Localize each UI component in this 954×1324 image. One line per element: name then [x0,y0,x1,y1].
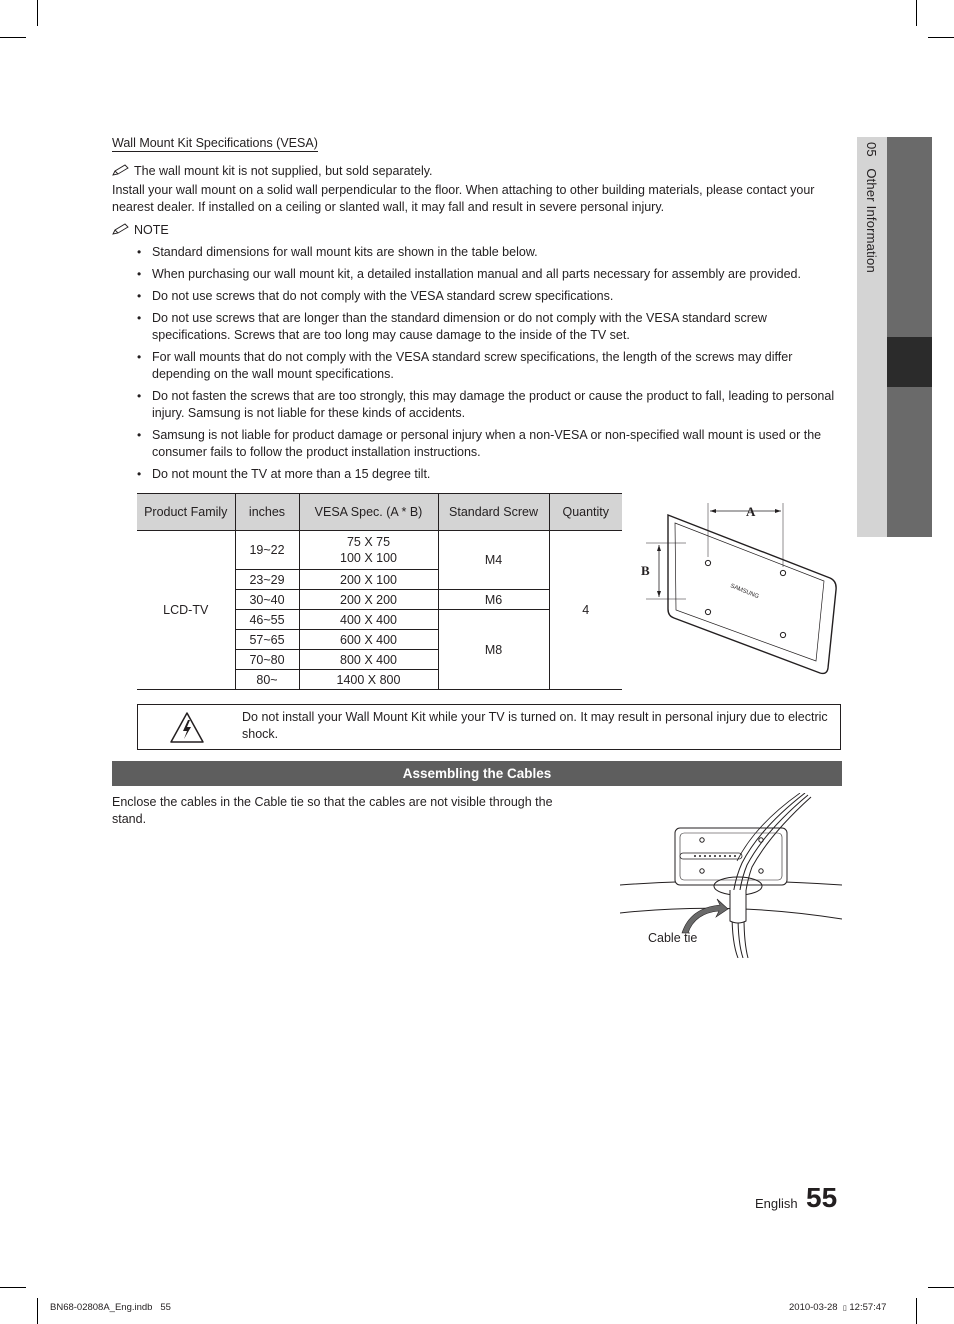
note-list [137,244,843,488]
crop-mark [928,1287,954,1288]
page-language: English [755,1196,798,1211]
brand-logo: SAMSUNG [729,583,760,601]
list-item: • Do not use screws that are longer than the standard dimension or do not comply with the VESA standard screw specifications. Screws that are too long may cause damage to the inside of the TV set. [137,310,843,344]
note-line [112,163,433,180]
column-header: Quantity [549,494,622,531]
cables-paragraph: Enclose the cables in the Cable tie so that the cables are not visible through the stand. [112,795,553,826]
crop-mark [916,0,917,26]
chapter-number: 05 [864,142,879,157]
crop-mark [0,37,26,38]
quantity-cell: 4 [549,531,622,690]
vesa-cell: 800 X 400 [299,650,438,670]
screw-cell: M6 [438,590,549,610]
intro-paragraph: Install your wall mount on a solid wall perpendicular to the floor. When attaching to other building materials, please contact your nearest dealer. If installed on a ceiling or slanted wall, it may fall and result in severe personal injury. [112,183,815,214]
page-number: 55 [806,1182,838,1213]
vesa-value: 100 X 100 [340,551,397,565]
column-header: inches [235,494,299,531]
cable-tie-callout: Cable tie [648,931,698,945]
note-text: The wall mount kit is not supplied, but sold separately. [134,164,433,178]
column-header: VESA Spec. (A * B) [299,494,438,531]
footer-timestamp [789,1302,886,1313]
section-heading: Wall Mount Kit Specifications (VESA) [112,136,318,150]
inches-cell: 30~40 [235,590,299,610]
tv-back-diagram [630,495,845,685]
inches-cell: 70~80 [235,650,299,670]
warning-text: Do not install your Wall Mount Kit while your TV is turned on. It may result in personal injury due to electric shock. [242,710,828,741]
vesa-cell: 1400 X 800 [299,670,438,690]
crop-mark [916,1298,917,1324]
list-item: • Do not mount the TV at more than a 15 degree tilt. [137,466,843,483]
vesa-value: 75 X 75 [346,535,391,549]
vesa-cell [299,531,438,570]
screw-cell: M8 [438,610,549,690]
electric-shock-warning-icon [169,711,205,745]
crop-mark [37,1298,38,1324]
screw-cell: M4 [438,531,549,590]
footer-time: 12:57:47 [849,1302,887,1313]
pencil-note-icon [112,164,130,176]
footer-date: 2010-03-28 [789,1302,838,1313]
side-tab-marker [887,337,932,387]
vesa-cell: 600 X 400 [299,630,438,650]
crop-mark [0,1287,26,1288]
footer-glyph: ▯ [842,1305,847,1312]
chapter-title: Other Information [864,168,879,273]
warning-box [137,704,841,750]
list-item: • When purchasing our wall mount kit, a detailed installation manual and all parts necessary for assembly are provided. [137,266,843,283]
inches-cell: 46~55 [235,610,299,630]
note-heading [112,222,169,239]
list-item: • Do not fasten the screws that are too strongly, this may damage the product or cause the product to fall, leading to personal injury. Samsung is not liable for these kinds of accidents. [137,388,843,422]
pencil-note-icon [112,223,130,235]
vesa-spec-table [137,493,622,690]
side-tab-label [864,142,879,273]
list-item: • For wall mounts that do not comply with the VESA standard screw specifications, the length of the screws may differ depending on the wall mount specifications. [137,349,843,383]
label-b: B [641,563,650,578]
product-family-cell: LCD-TV [137,531,235,690]
column-header: Standard Screw [438,494,549,531]
list-item: • Samsung is not liable for product damage or personal injury when a non-VESA or non-specified wall mount is used or the consumer fails to follow the product installation instructions. [137,427,843,461]
inches-cell: 80~ [235,670,299,690]
crop-mark [928,37,954,38]
inches-cell: 23~29 [235,570,299,590]
inches-cell: 19~22 [235,531,299,570]
section-banner: Assembling the Cables [112,761,842,786]
column-header: Product Family [137,494,235,531]
list-item: • Standard dimensions for wall mount kits are shown in the table below. [137,244,843,261]
table-row [137,531,622,570]
crop-mark [37,0,38,26]
list-item: • Do not use screws that do not comply with the VESA standard screw specifications. [137,288,843,305]
vesa-cell: 200 X 100 [299,570,438,590]
inches-cell: 57~65 [235,630,299,650]
vesa-cell: 200 X 200 [299,590,438,610]
note-label: NOTE [134,223,169,237]
label-a: A [746,504,756,519]
footer-file: BN68-02808A_Eng.indb 55 [50,1302,171,1313]
vesa-cell: 400 X 400 [299,610,438,630]
table-header-row [137,494,622,531]
